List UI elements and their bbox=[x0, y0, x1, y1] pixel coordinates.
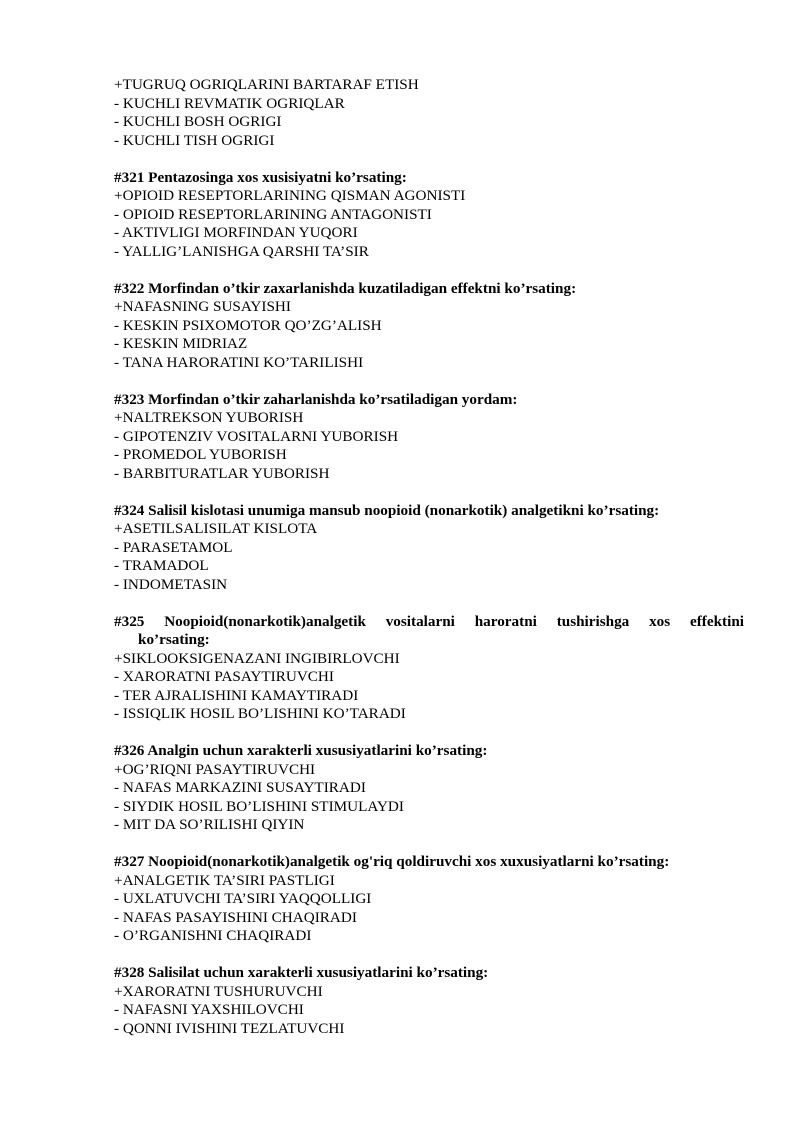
answer-option: - OPIOID RESEPTORLARINING ANTAGONISTI bbox=[114, 205, 432, 223]
answer-option: +TUGRUQ OGRIQLARINI BARTARAF ETISH bbox=[114, 76, 419, 93]
answer-option: +OPIOID RESEPTORLARINING QISMAN AGONISTI bbox=[114, 187, 466, 204]
question-title: #328 Salisilat uchun xarakterli xususiyatlarini ko’rsating: bbox=[114, 964, 489, 981]
answer-option: - UXLATUVCHI TA’SIRI YAQQOLLIGI bbox=[114, 890, 372, 907]
answer-option: - NAFASNI YAXSHILOVCHI bbox=[114, 1001, 304, 1018]
answer-option: +SIKLOOKSIGENAZANI INGIBIRLOVCHI bbox=[114, 649, 400, 667]
answer-option: - KUCHLI TISH OGRIGI bbox=[114, 131, 275, 149]
question-title: #322 Morfindan o’tkir zaxarlanishda kuzatiladigan effektni ko’rsating: bbox=[114, 279, 577, 297]
question-321 bbox=[114, 169, 744, 262]
question-322 bbox=[114, 280, 744, 373]
question-327 bbox=[114, 853, 744, 946]
answer-option: - NAFAS MARKAZINI SUSAYTIRADI bbox=[114, 779, 366, 796]
previous-question-options bbox=[114, 76, 744, 150]
answer-option: - MIT DA SO’RILISHI QIYIN bbox=[114, 816, 305, 833]
question-title: #323 Morfindan o’tkir zaharlanishda ko’rsatiladigan yordam: bbox=[114, 390, 518, 408]
answer-option: +NALTREKSON YUBORISH bbox=[114, 409, 304, 426]
answer-option: - KUCHLI BOSH OGRIGI bbox=[114, 113, 282, 130]
answer-option: - O’RGANISHNI CHAQIRADI bbox=[114, 927, 312, 944]
answer-option: - XARORATNI PASAYTIRUVCHI bbox=[114, 668, 334, 685]
answer-option: - TER AJRALISHINI KAMAYTIRADI bbox=[114, 686, 359, 704]
answer-option: - GIPOTENZIV VOSITALARNI YUBORISH bbox=[114, 427, 399, 445]
answer-option: - ISSIQLIK HOSIL BO’LISHINI KO’TARADI bbox=[114, 705, 406, 722]
question-328 bbox=[114, 964, 744, 1038]
answer-option: +ANALGETIK TA’SIRI PASTLIGI bbox=[114, 871, 335, 889]
question-326 bbox=[114, 742, 744, 835]
answer-option: +ASETILSALISILAT KISLOTA bbox=[114, 520, 318, 537]
document-content bbox=[114, 76, 744, 1038]
answer-option: - AKTIVLIGI MORFINDAN YUQORI bbox=[114, 224, 358, 241]
answer-option: - PROMEDOL YUBORISH bbox=[114, 446, 287, 463]
answer-option: - BARBITURATLAR YUBORISH bbox=[114, 464, 330, 482]
answer-option: - PARASETAMOL bbox=[114, 538, 233, 556]
answer-option: - TANA HARORATINI KO’TARILISHI bbox=[114, 353, 364, 371]
answer-option: - TRAMADOL bbox=[114, 557, 209, 574]
question-title: #324 Salisil kislotasi unumiga mansub noopioid (nonarkotik) analgetikni ko’rsating: bbox=[114, 501, 660, 519]
answer-option: - YALLIG’LANISHGA QARSHI TA’SIR bbox=[114, 242, 369, 260]
question-324 bbox=[114, 502, 744, 595]
question-title: #327 Noopioid(nonarkotik)analgetik og'riq qoldiruvchi xos xuxusiyatlarni ko’rsating: bbox=[114, 853, 670, 870]
answer-option: - KESKIN MIDRIAZ bbox=[114, 335, 248, 352]
answer-option: - NAFAS PASAYISHINI CHAQIRADI bbox=[114, 908, 357, 926]
answer-option: - KESKIN PSIXOMOTOR QO’ZG’ALISH bbox=[114, 316, 382, 334]
question-title-line: #325 Noopioid(nonarkotik)analgetik vositalarni haroratni tushirishga xos effektini bbox=[114, 612, 744, 630]
answer-option: - INDOMETASIN bbox=[114, 575, 228, 593]
question-325 bbox=[114, 613, 744, 724]
question-title: #326 Analgin uchun xarakterli xususiyatlarini ko’rsating: bbox=[114, 742, 488, 759]
answer-option: +NAFASNING SUSAYISHI bbox=[114, 298, 291, 315]
question-323 bbox=[114, 391, 744, 484]
question-title-line: ko’rsating: bbox=[138, 631, 210, 648]
answer-option: - SIYDIK HOSIL BO’LISHINI STIMULAYDI bbox=[114, 797, 404, 815]
question-title: #321 Pentazosinga xos xusisiyatni ko’rsating: bbox=[114, 168, 407, 186]
answer-option: - KUCHLI REVMATIK OGRIQLAR bbox=[114, 94, 345, 112]
answer-option: +OG’RIQNI PASAYTIRUVCHI bbox=[114, 760, 316, 778]
question-title bbox=[114, 613, 744, 650]
answer-option: +XARORATNI TUSHURUVCHI bbox=[114, 982, 323, 1000]
answer-option: - QONNI IVISHINI TEZLATUVCHI bbox=[114, 1019, 345, 1037]
